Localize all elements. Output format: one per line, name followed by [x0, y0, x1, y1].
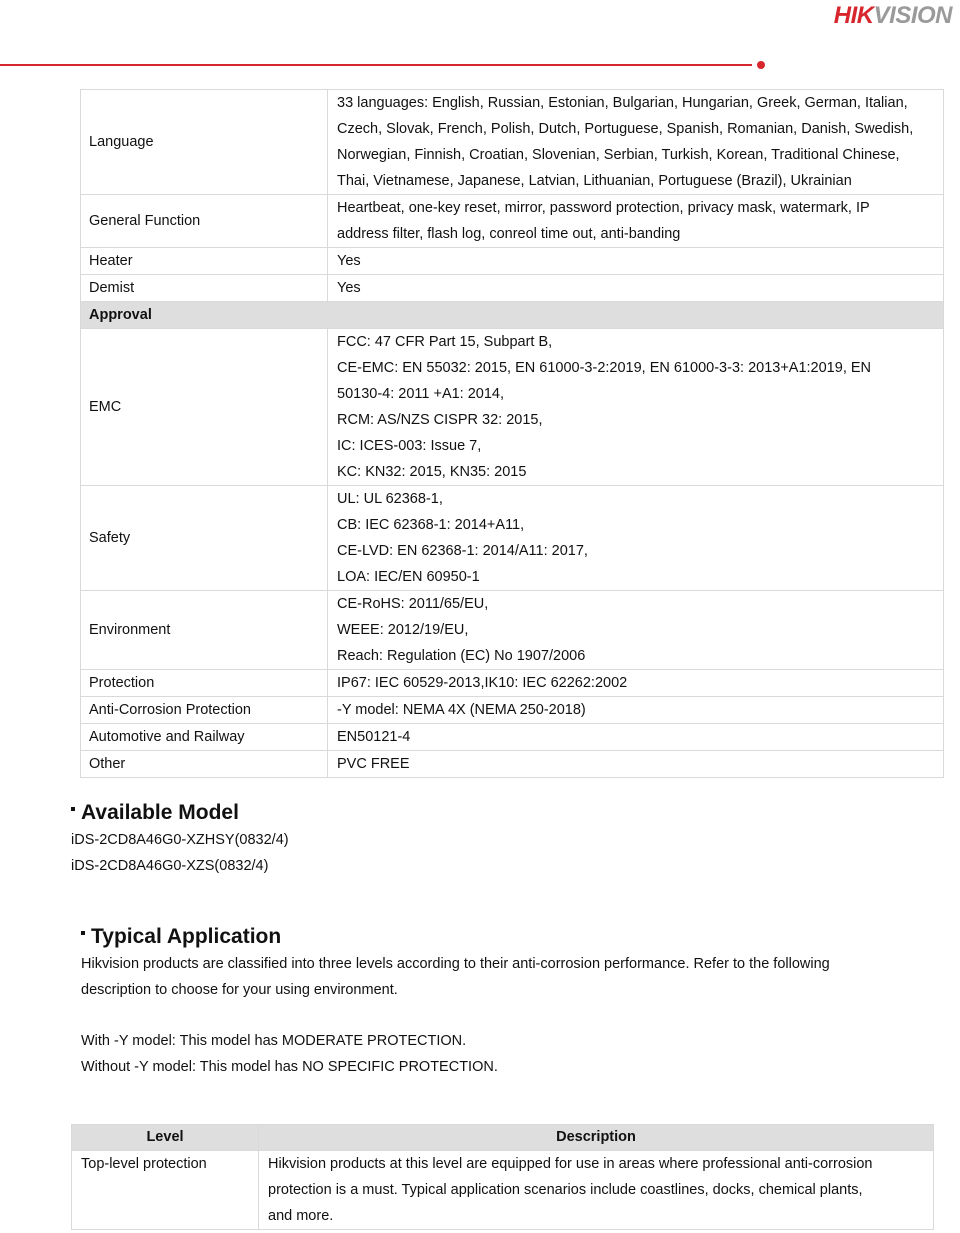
table-row [81, 329, 944, 486]
model-item: iDS-2CD8A46G0-XZS(0832/4) [71, 858, 269, 874]
typical-application-heading: Typical Application [81, 925, 281, 949]
spec-value-line: Norwegian, Finnish, Croatian, Slovenian, Serbian, Turkish, Korean, Traditional Chinese, [337, 147, 900, 163]
spec-value-line: address filter, flash log, conreol time out, anti-banding [337, 226, 681, 242]
spec-value-line: Yes [337, 280, 361, 296]
spec-value-line: UL: UL 62368-1, [337, 491, 443, 507]
spec-value [328, 697, 944, 724]
specification-table [80, 89, 944, 778]
spec-value-line: Thai, Vietnamese, Japanese, Latvian, Lithuanian, Portuguese (Brazil), Ukrainian [337, 173, 852, 189]
description-column-header: Description [259, 1125, 934, 1151]
description-cell: Hikvision products at this level are equipped for use in areas where professional anti-corrosion protection is a must. Typical application scenarios include coastlines, docks, chemical plants, and more. [259, 1151, 934, 1230]
application-intro: Hikvision products are classified into three levels according to their anti-corrosion performance. Refer to the following description to choose for your using environment. [81, 956, 830, 998]
spec-value-line: Reach: Regulation (EC) No 1907/2006 [337, 648, 586, 664]
available-model-heading: Available Model [71, 801, 239, 825]
spec-label: EMC [81, 329, 328, 486]
spec-value-line: Yes [337, 253, 361, 269]
spec-label: Safety [81, 486, 328, 591]
spec-value-line: EN50121-4 [337, 729, 411, 745]
spec-value-line: Heartbeat, one-key reset, mirror, password protection, privacy mask, watermark, IP [337, 200, 870, 216]
spec-value-line: 33 languages: English, Russian, Estonian, Bulgarian, Hungarian, Greek, German, Italian, [337, 95, 908, 111]
header-divider-line [0, 64, 752, 66]
spec-value-line: KC: KN32: 2015, KN35: 2015 [337, 464, 527, 480]
model-item: iDS-2CD8A46G0-XZHSY(0832/4) [71, 832, 289, 848]
table-row [81, 751, 944, 778]
table-row [81, 248, 944, 275]
spec-label: Protection [81, 670, 328, 697]
spec-value [328, 751, 944, 778]
spec-value [328, 90, 944, 195]
spec-label: General Function [81, 195, 328, 248]
hikvision-logo: HIKVISION [833, 2, 952, 29]
header-divider-dot [757, 61, 765, 69]
spec-value-line: LOA: IEC/EN 60950-1 [337, 569, 480, 585]
spec-value [328, 724, 944, 751]
spec-value-line: CE-EMC: EN 55032: 2015, EN 61000-3-2:2019, EN 61000-3-3: 2013+A1:2019, EN [337, 360, 872, 376]
spec-label: Heater [81, 248, 328, 275]
section-row [81, 302, 944, 329]
spec-value [328, 670, 944, 697]
table-row [81, 591, 944, 670]
table-row [81, 90, 944, 195]
without-y-note: Without -Y model: This model has NO SPECIFIC PROTECTION. [81, 1059, 498, 1075]
table-row [81, 697, 944, 724]
spec-label: Automotive and Railway [81, 724, 328, 751]
bullet-icon [71, 807, 75, 811]
table-row [81, 724, 944, 751]
table-row [81, 670, 944, 697]
spec-value-line: IC: ICES-003: Issue 7, [337, 438, 482, 454]
table-row [81, 275, 944, 302]
spec-value [328, 275, 944, 302]
spec-value [328, 195, 944, 248]
spec-value-line: CE-LVD: EN 62368-1: 2014/A11: 2017, [337, 543, 588, 559]
spec-value [328, 248, 944, 275]
spec-value-line: CE-RoHS: 2011/65/EU, [337, 596, 489, 612]
level-column-header: Level [72, 1125, 259, 1151]
spec-value-line: Czech, Slovak, French, Polish, Dutch, Portuguese, Spanish, Romanian, Danish, Swedish, [337, 121, 914, 137]
spec-value-line: IP67: IEC 60529-2013,IK10: IEC 62262:2002 [337, 675, 628, 691]
spec-value-line: 50130-4: 2011 +A1: 2014, [337, 386, 505, 402]
table-row [81, 195, 944, 248]
spec-value [328, 486, 944, 591]
protection-notes [81, 1028, 921, 1080]
with-y-note: With -Y model: This model has MODERATE PROTECTION. [81, 1033, 467, 1049]
spec-value-line: RCM: AS/NZS CISPR 32: 2015, [337, 412, 543, 428]
spec-value-line: CB: IEC 62368-1: 2014+A11, [337, 517, 525, 533]
table-row [72, 1151, 934, 1230]
spec-value [328, 329, 944, 486]
bullet-icon [81, 931, 85, 935]
table-row [81, 486, 944, 591]
section-label: Approval [81, 302, 944, 329]
spec-label: Demist [81, 275, 328, 302]
spec-value-line: WEEE: 2012/19/EU, [337, 622, 469, 638]
spec-label: Other [81, 751, 328, 778]
spec-value [328, 591, 944, 670]
spec-label: Environment [81, 591, 328, 670]
spec-value-line: PVC FREE [337, 756, 410, 772]
spec-label: Language [81, 90, 328, 195]
protection-level-table [71, 1124, 934, 1230]
spec-value-line: FCC: 47 CFR Part 15, Subpart B, [337, 334, 553, 350]
page-header [0, 0, 960, 75]
spec-label: Anti-Corrosion Protection [81, 697, 328, 724]
spec-value-line: -Y model: NEMA 4X (NEMA 250-2018) [337, 702, 586, 718]
level-cell: Top-level protection [72, 1151, 259, 1230]
